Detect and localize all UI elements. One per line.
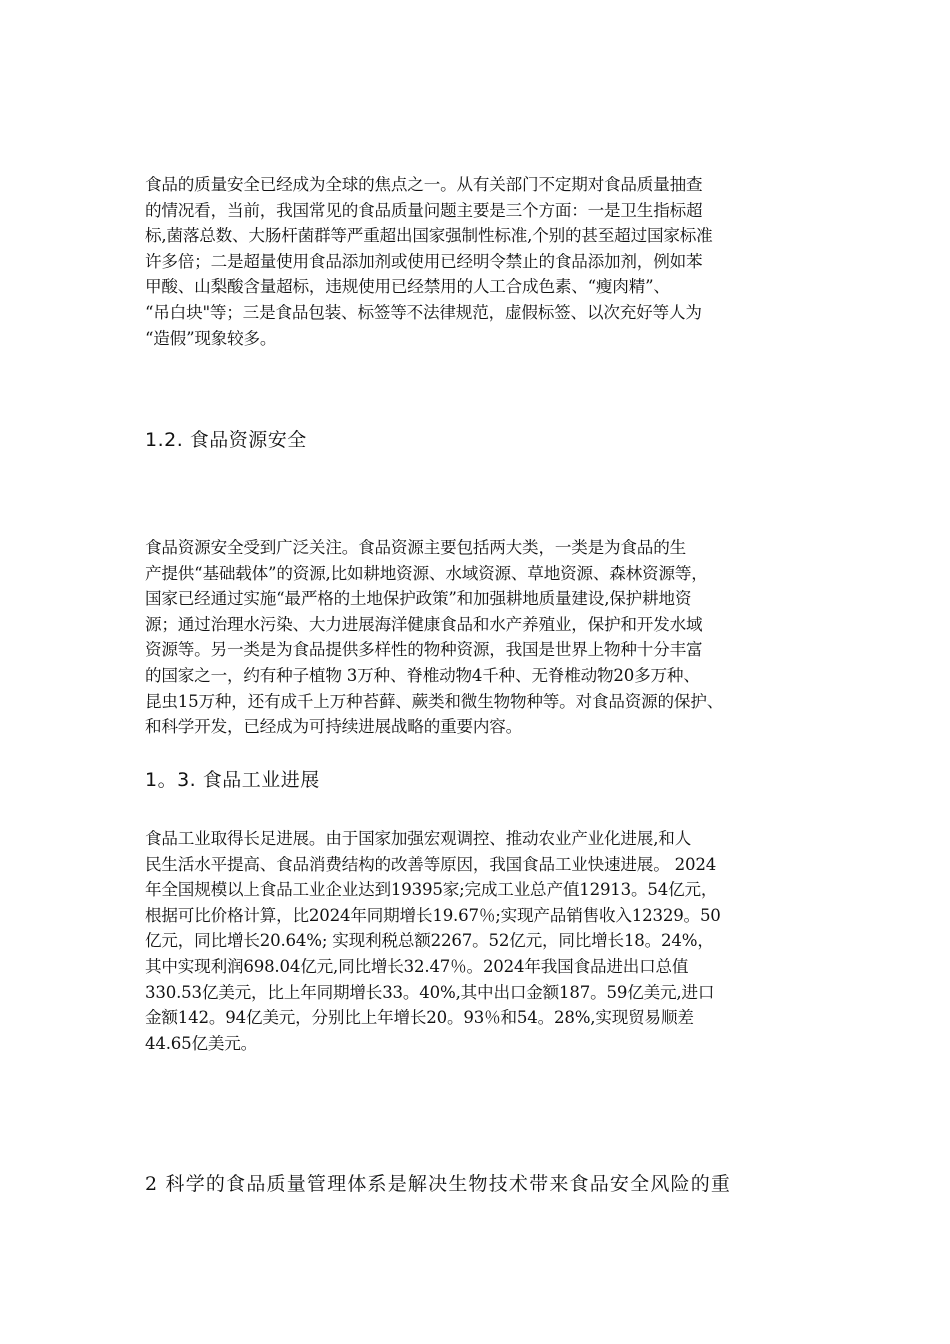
section-heading-1-2: 1.2. 食品资源安全 bbox=[145, 429, 307, 451]
text-line: 标,菌落总数、大肠杆菌群等严重超出国家强制性标准,个别的甚至超过国家标准 bbox=[145, 226, 713, 246]
text-line: 根据可比价格计算，比2024年同期增长19.67％;实现产品销售收入12329。50 bbox=[145, 905, 721, 925]
text-line: 资源等。另一类是为食品提供多样性的物种资源，我国是世界上物种十分丰富 bbox=[145, 640, 703, 660]
text-line: 金额142。94亿美元，分别比上年增长20。93％和54。28%,实现贸易顺差 bbox=[145, 1008, 694, 1028]
text-line: 产提供“基础载体”的资源,比如耕地资源、水域资源、草地资源、森林资源等， bbox=[145, 563, 708, 583]
text-line: 的情况看，当前，我国常见的食品质量问题主要是三个方面：一是卫生指标超 bbox=[145, 200, 703, 220]
text-line: 亿元，同比增长20.64%; 实现利税总额2267。52亿元，同比增长18。24%， bbox=[145, 931, 714, 951]
text-line: 44.65亿美元。 bbox=[145, 1033, 258, 1053]
text-line: 食品资源安全受到广泛关注。食品资源主要包括两大类，一类是为食品的生 bbox=[145, 538, 686, 557]
paragraph-food-industry-progress bbox=[145, 826, 820, 1056]
text-line: 昆虫15万种，还有成千上万种苔藓、蕨类和微生物物种等。对食品资源的保护、 bbox=[145, 691, 724, 711]
text-line: 食品的质量安全已经成为全球的焦点之一。从有关部门不定期对食品质量抽查 bbox=[145, 175, 703, 194]
text-line: 330.53亿美元，比上年同期增长33。40%,其中出口金额187。59亿美元,进口 bbox=[145, 982, 715, 1002]
text-line: 甲酸、山梨酸含量超标，违规使用已经禁用的人工合成色素、“瘦肉精”、 bbox=[145, 277, 670, 297]
text-line: “造假”现象较多。 bbox=[145, 328, 277, 348]
section-heading-2: 2 科学的食品质量管理体系是解决生物技术带来食品安全风险的重 bbox=[145, 1173, 732, 1195]
text-line: 国家已经通过实施“最严格的土地保护政策”和加强耕地质量建设,保护耕地资 bbox=[145, 589, 692, 609]
text-line: 年全国规模以上食品工业企业达到19395家;完成工业总产值12913。54亿元， bbox=[145, 880, 718, 900]
text-line: 和科学开发，已经成为可持续进展战略的重要内容。 bbox=[145, 717, 523, 737]
text-line: “吊白块"等；三是食品包装、标签等不法律规范，虚假标签、以次充好等人为 bbox=[145, 302, 702, 322]
text-line: 其中实现利润698.04亿元,同比增长32.47％。2024年我国食品进出口总值 bbox=[145, 956, 689, 976]
text-line: 的国家之一，约有种子植物 3万种、脊椎动物4千种、无脊椎动物20多万种、 bbox=[145, 665, 700, 685]
paragraph-food-resource-safety bbox=[145, 535, 820, 740]
text-line: 源；通过治理水污染、大力进展海洋健康食品和水产养殖业，保护和开发水域 bbox=[145, 614, 703, 634]
text-line: 民生活水平提高、食品消费结构的改善等原因，我国食品工业快速进展。 2024 bbox=[145, 854, 717, 874]
section-heading-1-3: 1。3. 食品工业进展 bbox=[145, 769, 320, 791]
text-line: 食品工业取得长足进展。由于国家加强宏观调控、推动农业产业化进展,和人 bbox=[145, 829, 692, 848]
paragraph-food-quality-safety bbox=[145, 172, 820, 351]
text-line: 许多倍；二是超量使用食品添加剂或使用已经明令禁止的食品添加剂，例如苯 bbox=[145, 251, 703, 271]
